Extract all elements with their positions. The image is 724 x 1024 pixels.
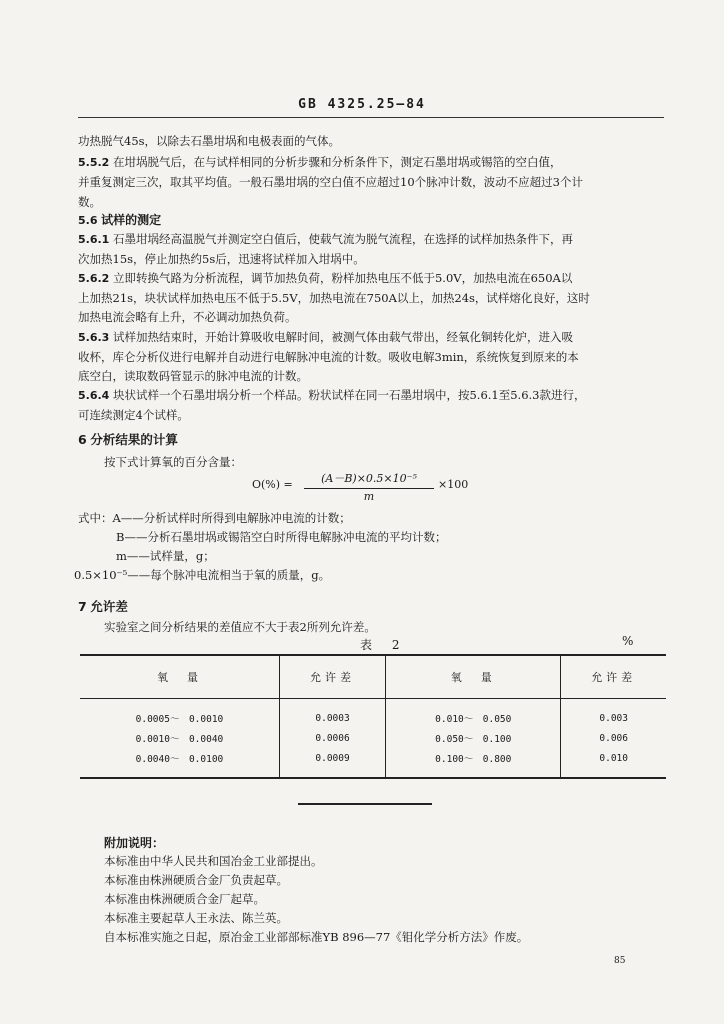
appendix-line: 本标准主要起草人王永法、陈兰英。 (104, 911, 288, 925)
clause-5-6-2-line-2: 上加热21s，块状试样加热电压不低于5.5V，加热电流在750A以上，加热24s，试样熔化良好，这时 (78, 291, 590, 305)
appendix-title-text: 附加说明： (104, 836, 165, 850)
clause-5-5-2-line-3: 数。 (78, 195, 101, 209)
section-7-heading (78, 597, 664, 617)
section-7-intro: 实验室之间分析结果的差值应不大于表2所列允许差。 (104, 620, 376, 634)
clause-5-6-2-line-3: 加热电流会略有上升，不必调动加热负荷。 (78, 310, 297, 324)
section-6-intro: 按下式计算氧的百分含量： (104, 455, 242, 469)
section-number: 6 (78, 432, 87, 447)
where-line-4: 0.5×10⁻⁵——每个脉冲电流相当于氧的质量，g。 (74, 568, 331, 582)
section-6-heading (78, 430, 664, 450)
table-unit: % (622, 634, 634, 648)
clause-5-6-2-line-1 (78, 268, 664, 289)
clause-number: 5.6 (78, 214, 98, 227)
section-divider (298, 803, 432, 805)
where-line-2: B——分析石墨坩埚或锡箔空白时所得电解脉冲电流的平均计数； (116, 530, 447, 544)
formula-rhs: ×100 (438, 478, 469, 491)
header-rule (78, 117, 664, 118)
table-cell: 0.0010～ 0.0040 (135, 734, 224, 745)
clause-title: 试样的测定 (101, 213, 162, 227)
appendix-line: 本标准由中华人民共和国冶金工业部提出。 (104, 854, 323, 868)
clause-text: 块状试样一个石墨坩埚分析一个样品。粉状试样在同一石墨坩埚中，按5.6.1至5.6.3款进行， (112, 388, 586, 402)
clause-text: 立即转换气路为分析流程，调节加热负荷，粉样加热电压不低于5.0V，加热电流在650A以 (112, 271, 573, 285)
formula-denominator: m (363, 490, 375, 503)
clause-5-5-2-line-1 (78, 152, 664, 173)
table-row (80, 699, 666, 729)
col-header-oxygen-2: 氧 量 (386, 655, 561, 699)
clause-number: 5.6.4 (78, 389, 110, 402)
clause-number: 5.6.1 (78, 233, 110, 246)
where-line-1: 式中：A——分析试样时所得到电解脉冲电流的计数； (78, 511, 351, 525)
clause-text: 石墨坩埚经高温脱气并测定空白值后，使载气流为脱气流程，在选择的试样加热条件下，再 (112, 232, 573, 246)
appendix-line: 本标准由株洲硬质合金厂负责起草。 (104, 873, 288, 887)
table-cell: 0.010～ 0.050 (386, 699, 561, 729)
clause-5-6-4-line-2: 可连续测定4个试样。 (78, 408, 189, 422)
tolerance-table (80, 654, 666, 779)
clause-5-6-3-line-3: 底空白，读取数码管显示的脉冲电流的计数。 (78, 369, 308, 383)
clause-5-6-3-line-1 (78, 327, 664, 348)
section-title: 分析结果的计算 (90, 432, 178, 447)
table-cell: 0.006 (561, 728, 666, 748)
table-row (80, 748, 666, 778)
appendix-line: 本标准由株洲硬质合金厂起草。 (104, 892, 265, 906)
table-cell: 0.010 (561, 748, 666, 778)
clause-number: 5.5.2 (78, 156, 110, 169)
table-cell: 0.050～ 0.100 (386, 728, 561, 748)
clause-5-5-2-line-2: 并重复测定三次，取其平均值。一般石墨坩埚的空白值不应超过10个脉冲计数，波动不应超过3个计 (78, 175, 583, 189)
formula-numerator: (A－B)×0.5×10⁻⁵ (304, 470, 434, 489)
section-title: 允许差 (90, 599, 128, 614)
appendix-title (104, 833, 690, 853)
col-header-tolerance-1: 允许差 (279, 655, 385, 699)
table-title: 表 2 (360, 638, 408, 652)
formula-fraction (304, 470, 434, 503)
formula-lhs: O(%) = (252, 478, 293, 491)
clause-text: 在坩埚脱气后，在与试样相同的分析步骤和分析条件下，测定石墨坩埚或锡箔的空白值， (112, 155, 562, 169)
table-cell: 0.0009 (279, 748, 385, 778)
clause-5-6-1-line-2: 次加热15s，停止加热约5s后，迅速将试样加入坩埚中。 (78, 252, 365, 266)
clause-text: 试样加热结束时，开始计算吸收电解时间，被测气体由载气带出，经氧化铜转化炉，进入吸 (112, 330, 573, 344)
clause-number: 5.6.3 (78, 331, 110, 344)
table-cell: 0.100～ 0.800 (386, 748, 561, 778)
clause-5-6-heading (78, 210, 664, 231)
table-row (80, 728, 666, 748)
clause-number: 5.6.2 (78, 272, 110, 285)
table-header-row (80, 655, 666, 699)
table-cell: 0.0040～ 0.0100 (80, 748, 279, 778)
col-header-oxygen-1: 氧 量 (80, 655, 279, 699)
col-header-tolerance-2: 允许差 (561, 655, 666, 699)
clause-5-6-4-line-1 (78, 385, 664, 406)
paragraph-line: 功热脱气45s，以除去石墨坩埚和电极表面的气体。 (78, 134, 341, 148)
table-cell: 0.003 (561, 699, 666, 729)
table-cell: 0.0006 (279, 728, 385, 748)
appendix-line: 自本标准实施之日起，原冶金工业部部标准YB 896—77《钼化学分析方法》作废。 (104, 930, 529, 944)
standard-header: GB 4325.25—84 (298, 97, 426, 112)
page-number: 85 (614, 956, 626, 966)
clause-5-6-1-line-1 (78, 229, 664, 250)
section-number: 7 (78, 599, 87, 614)
where-line-3: m——试样量，g； (116, 549, 215, 563)
table-cell: 0.0005～ 0.0010 (135, 714, 224, 725)
clause-5-6-3-line-2: 收杯，库仑分析仪进行电解并自动进行电解脉冲电流的计数。吸收电解3min，系统恢复到原来的本 (78, 350, 579, 364)
table-cell: 0.0003 (279, 699, 385, 729)
oxygen-formula (252, 470, 512, 504)
